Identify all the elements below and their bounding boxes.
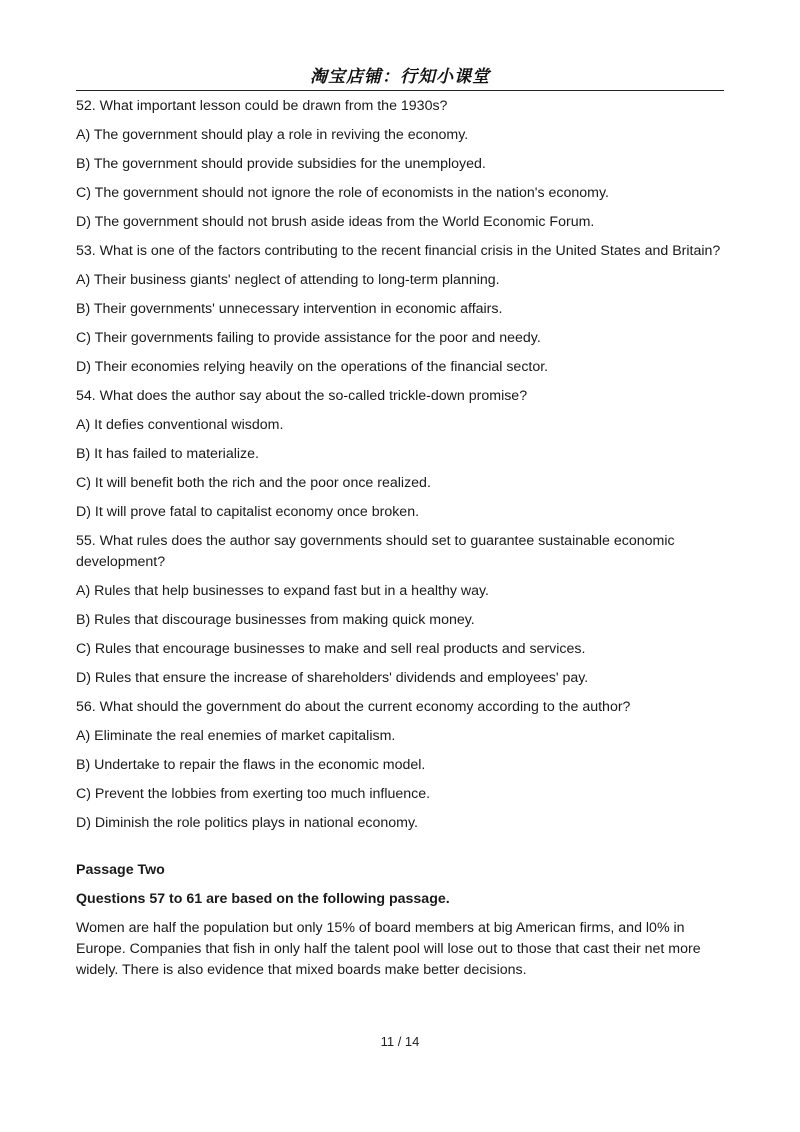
option-c: C) Rules that encourage businesses to make and sell real products and services. bbox=[76, 641, 586, 657]
option-a: A) The government should play a role in reviving the economy. bbox=[76, 127, 469, 143]
question-stem: 53. What is one of the factors contributing to the recent financial crisis in the United States and Britain? bbox=[76, 243, 721, 259]
option-d: D) Their economies relying heavily on the operations of the financial sector. bbox=[76, 359, 549, 375]
section-spacer bbox=[76, 842, 724, 860]
question-55 bbox=[76, 531, 724, 689]
option-d: D) The government should not brush aside ideas from the World Economic Forum. bbox=[76, 214, 595, 230]
page-number: 11 / 14 bbox=[380, 1034, 420, 1049]
passage-paragraph: Women are half the population but only 15% of board members at big American firms, and l0% in Europe. Companies that fish in only half the talent pool will lose out to those that cast their net more widely. There is also evidence that mixed boards make better decisions. bbox=[76, 920, 701, 978]
question-stem: 55. What rules does the author say governments should set to guarantee sustainable economic development? bbox=[76, 533, 675, 570]
option-a: A) It defies conventional wisdom. bbox=[76, 417, 284, 433]
option-d: D) Rules that ensure the increase of shareholders' dividends and employees' pay. bbox=[76, 670, 589, 686]
header-divider bbox=[76, 90, 724, 91]
question-stem: 56. What should the government do about the current economy according to the author? bbox=[76, 699, 631, 715]
option-b: B) Their governments' unnecessary intervention in economic affairs. bbox=[76, 301, 503, 317]
option-d: D) It will prove fatal to capitalist economy once broken. bbox=[76, 504, 420, 520]
passage-instruction: Questions 57 to 61 are based on the following passage. bbox=[76, 891, 450, 907]
option-b: B) The government should provide subsidies for the unemployed. bbox=[76, 156, 486, 172]
option-b: B) Undertake to repair the flaws in the economic model. bbox=[76, 757, 426, 773]
option-a: A) Their business giants' neglect of attending to long-term planning. bbox=[76, 272, 500, 288]
option-a: A) Eliminate the real enemies of market capitalism. bbox=[76, 728, 396, 744]
page-header-title: 淘宝店铺：行知小课堂 bbox=[310, 67, 490, 86]
option-a: A) Rules that help businesses to expand fast but in a healthy way. bbox=[76, 583, 489, 599]
option-c: C) The government should not ignore the role of economists in the nation's economy. bbox=[76, 185, 609, 201]
option-c: C) Their governments failing to provide assistance for the poor and needy. bbox=[76, 330, 541, 346]
question-53 bbox=[76, 241, 724, 378]
question-52 bbox=[76, 96, 724, 233]
question-stem: 52. What important lesson could be drawn from the 1930s? bbox=[76, 98, 448, 114]
option-c: C) Prevent the lobbies from exerting too much influence. bbox=[76, 786, 431, 802]
document-body bbox=[76, 96, 724, 989]
question-54 bbox=[76, 386, 724, 523]
option-c: C) It will benefit both the rich and the poor once realized. bbox=[76, 475, 431, 491]
option-b: B) It has failed to materialize. bbox=[76, 446, 259, 462]
question-stem: 54. What does the author say about the so-called trickle-down promise? bbox=[76, 388, 528, 404]
option-b: B) Rules that discourage businesses from making quick money. bbox=[76, 612, 475, 628]
question-56 bbox=[76, 697, 724, 834]
passage-heading: Passage Two bbox=[76, 862, 165, 878]
option-d: D) Diminish the role politics plays in national economy. bbox=[76, 815, 418, 831]
